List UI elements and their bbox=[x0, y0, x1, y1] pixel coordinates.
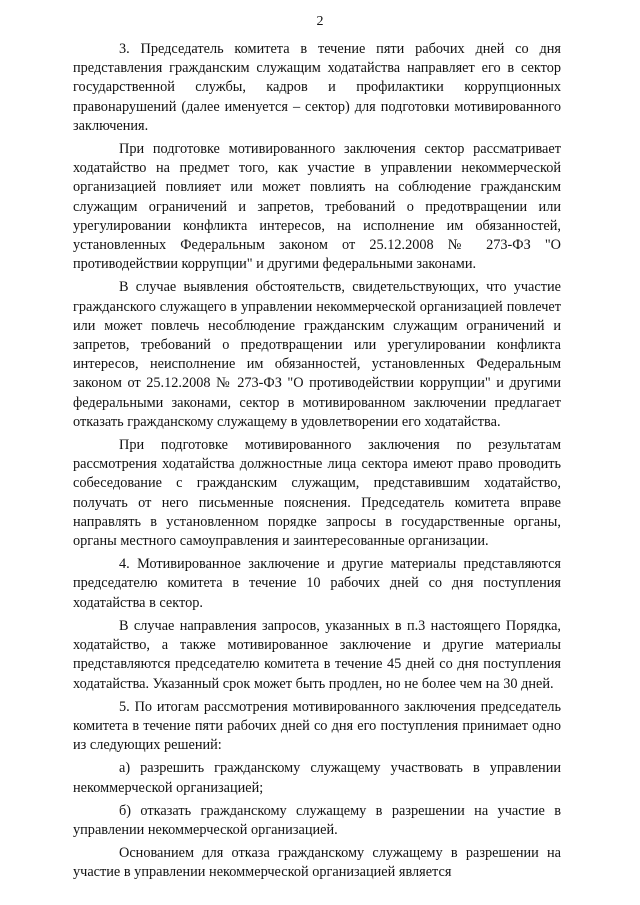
page-number: 2 bbox=[316, 14, 324, 29]
paragraph-3-director-forwards: 3. Председатель комитета в течение пяти рабочих дней со дня представления гражданским служащим ходатайства направляет его в сектор государственной службы, кадров и профилактики коррупционных правонарушений (далее именуется – сектор) для подготовки мотивированного заключения. bbox=[73, 41, 561, 134]
document-body bbox=[73, 40, 561, 887]
paragraph-5-decision: 5. По итогам рассмотрения мотивированного заключения председатель комитета в течение пяти рабочих дней со дня его поступления принимает одно из следующих решений: bbox=[73, 698, 561, 754]
paragraph-refusal-grounds: Основанием для отказа гражданскому служащему в разрешении на участие в управлении некоммерческой организацией является bbox=[73, 845, 561, 881]
option-a-permit: а) разрешить гражданскому служащему участвовать в управлении некоммерческой организацией; bbox=[73, 760, 561, 796]
paragraph-sector-review: При подготовке мотивированного заключения сектор рассматривает ходатайство на предмет того, как участие в управлении некоммерческой организацией повлияет или может повлиять на соблюдение гражданским служащим ограничений и запретов, требований о предотвращении или урегулировании конфликта интересов, на исполнение им обязанностей, установленных Федеральным законом от 25.12.2008 № 273-ФЗ "О противодействии коррупции" и другими федеральными законами. bbox=[73, 141, 561, 273]
paragraph-extended-deadline: В случае направления запросов, указанных в п.3 настоящего Порядка, ходатайство, а также мотивированное заключение и другие материалы представляются председателю комитета в течение 45 дней со дня поступления ходатайства. Указанный срок может быть продлен, но не более чем на 30 дней. bbox=[73, 617, 561, 692]
paragraph-4-deadline: 4. Мотивированное заключение и другие материалы представляются председателю комитета в течение 10 рабочих дней со дня поступления ходатайства в сектор. bbox=[73, 556, 561, 611]
paragraph-conflict-refusal: В случае выявления обстоятельств, свидетельствующих, что участие гражданского служащего в управлении некоммерческой организацией повлечет или может повлечь несоблюдение гражданским служащим ограничений и запретов, требований о предотвращении или урегулировании конфликта интересов, неисполнение им обязанностей, установленных Федеральным законом от 25.12.2008 № 273-ФЗ "О противодействии коррупции" и другими федеральными законами, сектор в мотивированном заключении предлагает отказать гражданскому служащему в удовлетворении его ходатайства. bbox=[73, 279, 561, 430]
paragraph-interview-requests: При подготовке мотивированного заключения по результатам рассмотрения ходатайства должностные лица сектора имеют право проводить собеседование с гражданским служащим, представившим ходатайство, получать от него письменные пояснения. Председатель комитета вправе направлять в установленном порядке запросы в государственные органы, органы местного самоуправления и заинтересованные организации. bbox=[73, 437, 561, 550]
option-b-refuse: б) отказать гражданскому служащему в разрешении на участие в управлении некоммерческой организацией. bbox=[73, 802, 561, 838]
